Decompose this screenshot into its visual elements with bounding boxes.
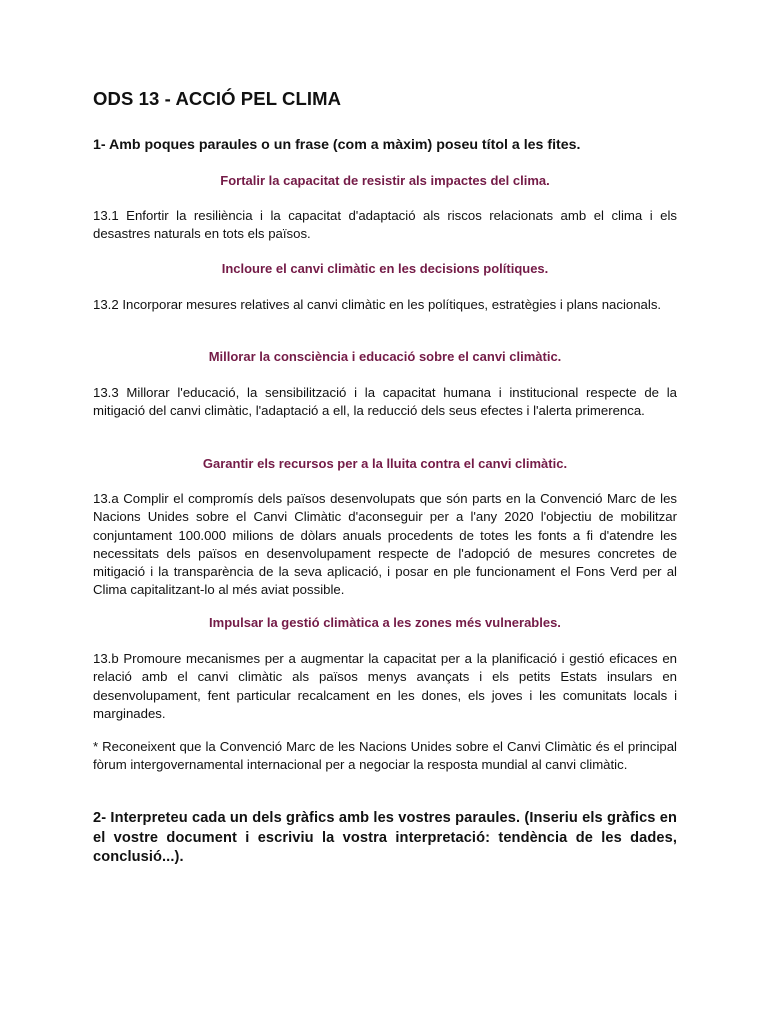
- target-text-13-2: 13.2 Incorporar mesures relatives al canvi climàtic en les polítiques, estratègies i plans nacionals.: [93, 297, 662, 312]
- section-heading-13-3: Millorar la consciència i educació sobre el canvi climàtic.: [208, 349, 562, 364]
- target-text-13-b: 13.b Promoure mecanismes per a augmentar la capacitat per a la planificació i gestió eficaces en relació amb el canvi climàtic als països menys avançats i els petits Estats insulars en desenvolupament, fent particular recalcament en les dones, els joves i les comunitats locals i marginades.: [93, 651, 677, 721]
- target-text-13-3: 13.3 Millorar l'educació, la sensibilització i la capacitat humana i institucional respecte de la mitigació del canvi climàtic, l'adaptació a ell, la reducció dels seus efectes i l'alerta primerenca.: [93, 385, 677, 419]
- section-heading-13-a: Garantir els recursos per a la lluita contra el canvi climàtic.: [202, 456, 568, 471]
- section-heading-13-1: Fortalir la capacitat de resistir als impactes del clima.: [220, 173, 550, 188]
- question-1: 1- Amb poques paraules o un frase (com a màxim) poseu títol a les fites.: [93, 137, 581, 153]
- section-heading-13-b: Impulsar la gestió climàtica a les zones més vulnerables.: [209, 615, 561, 630]
- target-text-13-1: 13.1 Enfortir la resiliència i la capacitat d'adaptació als riscos relacionats amb el clima i els desastres naturals en tots els països.: [93, 208, 677, 242]
- target-text-13-a: 13.a Complir el compromís dels països desenvolupats que són parts en la Convenció Marc de les Nacions Unides sobre el Canvi Climàtic d'aconseguir per a l'any 2020 l'objectiu de mobilitzar conjuntament 100.000 milions de dòlars anuals procedents de totes les fonts a fi d'atendre les necessitats dels països en desenvolupament respecte de l'adopció de mesures concretes de mitigació i la transparència de la seva aplicació, i posar en ple funcionament el Fons Verd per al Clima capitalitzant-lo al més aviat possible.: [93, 491, 677, 598]
- document-title: ODS 13 - ACCIÓ PEL CLIMA: [93, 88, 342, 109]
- section-heading-13-2: Incloure el canvi climàtic en les decisions polítiques.: [221, 261, 549, 276]
- note-text: * Reconeixent que la Convenció Marc de les Nacions Unides sobre el Canvi Climàtic és el principal fòrum intergovernamental internacional per a negociar la resposta mundial al canvi climàtic.: [93, 739, 677, 773]
- question-2: 2- Interpreteu cada un dels gràfics amb les vostres paraules. (Inseriu els gràfics en el vostre document i escriviu la vostra interpretació: tendència de les dades, conclusió...).: [93, 810, 677, 865]
